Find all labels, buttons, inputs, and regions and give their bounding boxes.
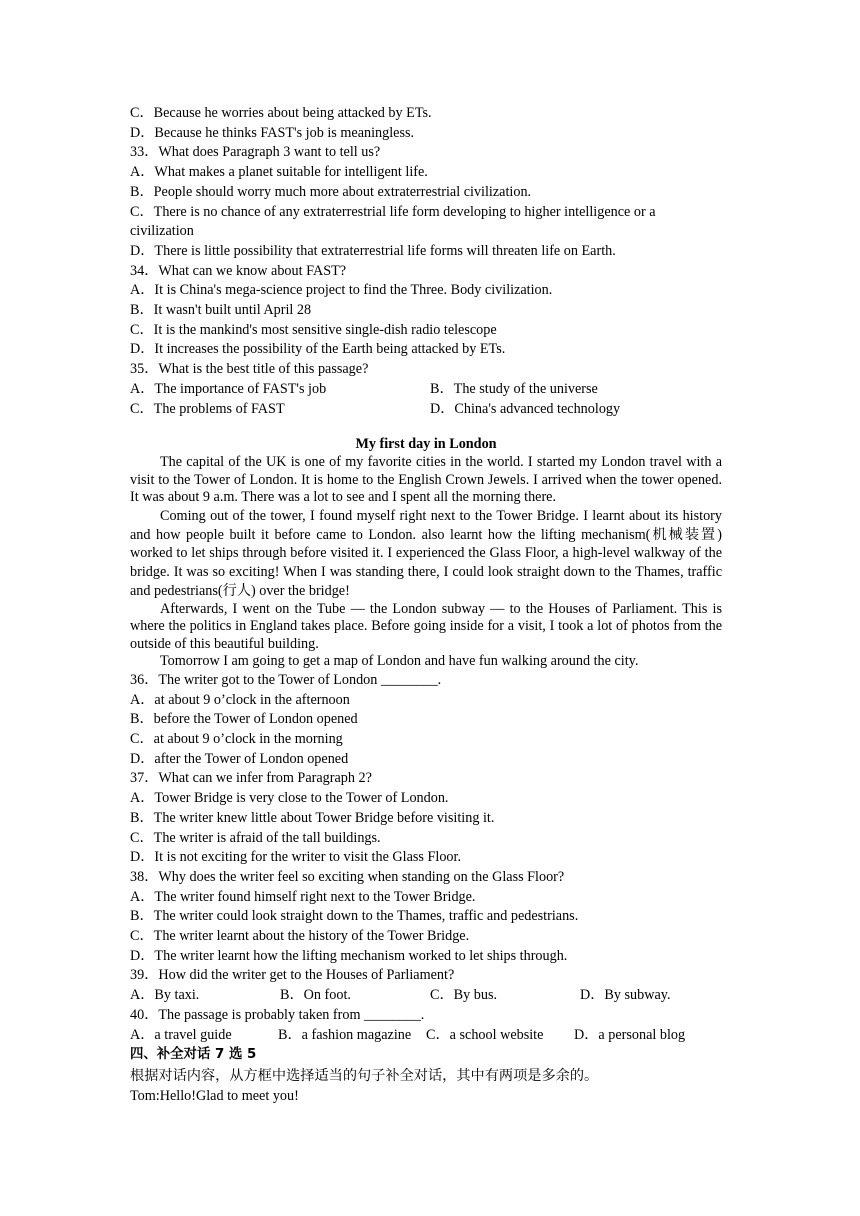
q38-option-b: B．The writer could look straight down to the Thames, traffic and pedestrians. [130,908,579,925]
q40-option-a: A．a travel guide [130,1026,232,1043]
q34-option-b: B．It wasn't built until April 28 [130,302,312,319]
q38-question: 38．Why does the writer feel so exciting when standing on the Glass Floor? [130,868,565,885]
q37-question: 37．What can we infer from Paragraph 2? [130,770,372,787]
passage-title: My first day in London [355,436,497,453]
q40-option-c: C．a school website [426,1026,544,1043]
q35-options-row-2 [130,400,722,420]
q37-option-b: B．The writer knew little about Tower Bridge before visiting it. [130,809,495,826]
q32-option-c: C．Because he worries about being attacked by ETs. [130,105,432,121]
dialogue-first-line: Tom:Hello!Glad to meet you! [130,1087,299,1104]
q39-question: 39．How did the writer get to the Houses of Parliament? [130,967,455,984]
q34-option-d: D．It increases the possibility of the Earth being attacked by ETs. [130,341,506,358]
q33-option-b: B．People should worry much more about extraterrestrial civilization. [130,183,532,200]
q39-option-d: D．By subway. [580,987,671,1004]
q33-option-d: D．There is little possibility that extraterrestrial life forms will threaten life on Earth. [130,242,616,259]
page-content [130,104,722,1107]
q35-option-b: B．The study of the universe [430,380,598,397]
q36-option-d: D．after the Tower of London opened [130,750,349,767]
q39-option-b: B．On foot. [280,987,351,1004]
passage-paragraph-1: The capital of the UK is one of my favorite cities in the world. I started my London travel with a visit to the Tower of London. It is home to the English Crown Jewels. I arrived when the tower opened. It was about 9 a.m. There was a lot to see and I spent all the morning there. [130,454,722,506]
q38-option-c: C．The writer learnt about the history of the Tower Bridge. [130,928,470,945]
passage-paragraph-3: Afterwards, I went on the Tube — the London subway — to the Houses of Parliament. This is where the politics in England takes place. Before going inside for a visit, I took a lot of photos from the outside of this beautiful building. [130,600,722,652]
q35-options-row-1 [130,380,722,400]
q35-question: 35．What is the best title of this passage? [130,361,369,378]
q38-option-d: D．The writer learnt how the lifting mechanism worked to let ships through. [130,947,568,964]
q39-option-a: A．By taxi. [130,987,200,1004]
q39-option-c: C．By bus. [430,987,498,1004]
q34-option-a: A．It is China's mega-science project to find the Three. Body civilization. [130,282,553,299]
q36-question: 36．The writer got to the Tower of London ________. [130,671,442,688]
q33-option-c: C．There is no chance of any extraterrestrial life form developing to higher intelligence or a civilization [130,203,656,240]
q40-option-d: D．a personal blog [574,1026,686,1043]
q35-option-a: A．The importance of FAST's job [130,380,327,397]
q40-question: 40．The passage is probably taken from ________. [130,1006,425,1023]
passage-paragraph-4: Tomorrow I am going to get a map of London and have fun walking around the city. [160,653,639,670]
q40-option-b: B．a fashion magazine [278,1026,412,1043]
q37-option-a: A．Tower Bridge is very close to the Tower of London. [130,790,449,807]
q34-option-c: C．It is the mankind's most sensitive single-dish radio telescope [130,321,497,338]
q39-options-row [130,986,722,1006]
q32-option-d: D．Because he thinks FAST's job is meaningless. [130,124,415,141]
section-4-instruction: 根据对话内容，从方框中选择适当的句子补全对话，其中有两项是多余的。 [130,1067,599,1084]
q36-option-b: B．before the Tower of London opened [130,711,358,728]
passage-paragraph-2: Coming out of the tower, I found myself right next to the Tower Bridge. I learnt about its history and how people built it before came to London. also learnt how the lifting mechanism(机械装置) worked to let ships through before visited it. I experienced the Glass Floor, a high-level walkway of the bridge. It was so exciting! When I was standing there, I could look straight down to the Thames, traffic and pedestrians(行人) over the bridge! [130,508,722,599]
q35-option-c: C．The problems of FAST [130,400,285,417]
q33-option-a: A．What makes a planet suitable for intelligent life. [130,164,428,181]
q33-question: 33．What does Paragraph 3 want to tell us? [130,144,381,161]
q40-options-row [130,1026,722,1046]
q36-option-c: C．at about 9 o’clock in the morning [130,731,343,748]
q35-option-d: D．China's advanced technology [430,400,621,417]
q37-option-d: D．It is not exciting for the writer to visit the Glass Floor. [130,849,462,866]
q34-question: 34．What can we know about FAST? [130,262,347,279]
q37-option-c: C．The writer is afraid of the tall buildings. [130,829,381,846]
q38-option-a: A．The writer found himself right next to the Tower Bridge. [130,888,476,905]
q36-option-a: A．at about 9 o’clock in the afternoon [130,691,350,708]
section-4-heading: 四、补全对话 7 选 5 [130,1047,257,1063]
